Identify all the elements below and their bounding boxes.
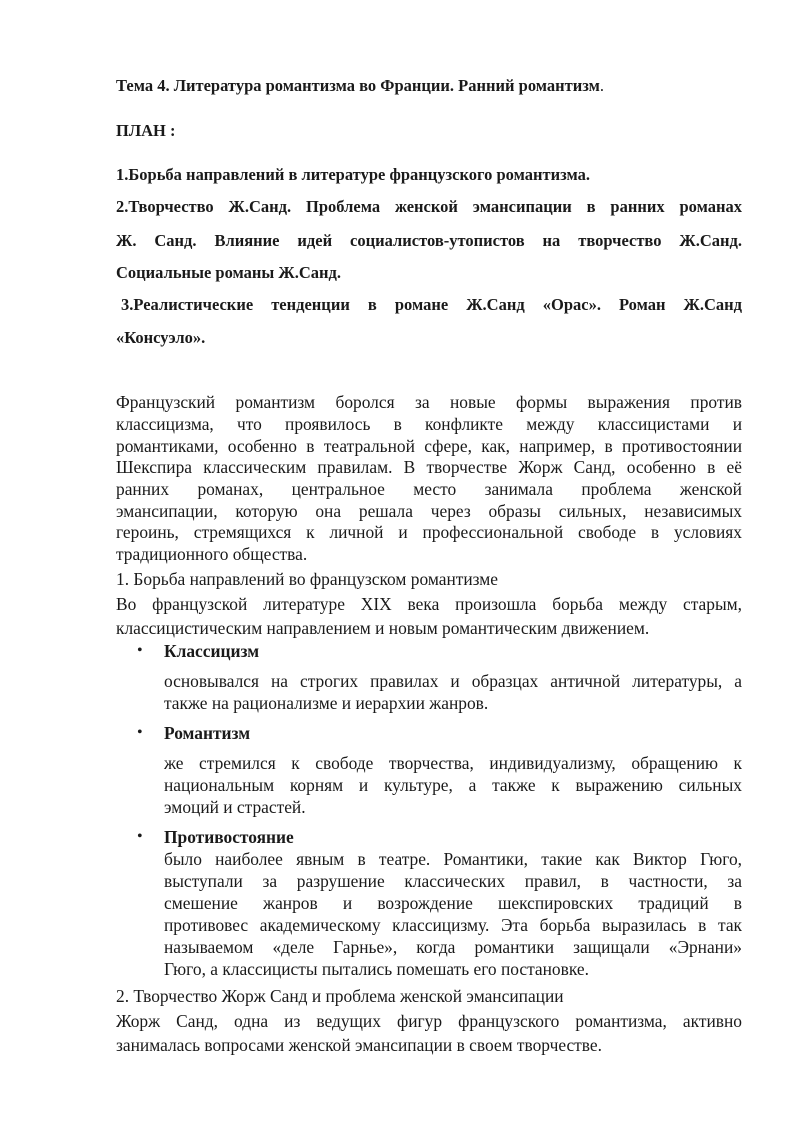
bullet-dot-3: • bbox=[137, 828, 143, 845]
intro-line-2: классицизма, что проявилось в конфликте между классицистами и bbox=[116, 414, 742, 434]
bullet-3-line-6: Гюго, а классицисты пытались помешать его постановке. bbox=[164, 959, 589, 979]
bullet-2-line-2: национальным корням и культуре, а также к выражению сильных bbox=[164, 775, 742, 795]
bullet-1-line-2: также на рационализме и иерархии жанров. bbox=[164, 693, 489, 713]
plan-item-2-line-3: Социальные романы Ж.Санд. bbox=[116, 263, 341, 282]
bullet-1-line-1: основывался на строгих правилах и образцах античной литературы, а bbox=[164, 671, 742, 691]
bullet-3-line-1: было наиболее явным в театре. Романтики, такие как Виктор Гюго, bbox=[164, 849, 742, 869]
section-1-line-1: Во французской литературе XIX века произошла борьба между старым, bbox=[116, 594, 742, 614]
bullet-1-term: Классицизм bbox=[164, 641, 260, 661]
topic-title-dot: . bbox=[599, 76, 605, 95]
bullet-3-term: Противостояние bbox=[164, 827, 294, 847]
plan-item-2-line-2: Ж. Санд. Влияние идей социалистов-утопистов на творчество Ж.Санд. bbox=[116, 231, 742, 250]
section-2-heading: 2. Творчество Жорж Санд и проблема женской эмансипации bbox=[116, 986, 564, 1006]
topic-title bbox=[116, 76, 604, 96]
plan-item-3-line-2: «Консуэло». bbox=[116, 328, 206, 347]
intro-line-1: Французский романтизм боролся за новые формы выражения против bbox=[116, 392, 742, 412]
bullet-dot-2: • bbox=[137, 724, 143, 741]
bullet-2-term: Романтизм bbox=[164, 723, 251, 743]
bullet-2-line-3: эмоций и страстей. bbox=[164, 797, 306, 817]
plan-item-1: 1.Борьба направлений в литературе французского романтизма. bbox=[116, 165, 591, 184]
bullet-2-line-1: же стремился к свободе творчества, индивидуализму, обращению к bbox=[164, 753, 742, 773]
bullet-dot-1: • bbox=[137, 642, 143, 659]
bullet-3-line-2: выступали за разрушение классических правил, в частности, за bbox=[164, 871, 742, 891]
plan-item-2-line-1: 2.Творчество Ж.Санд. Проблема женской эмансипации в ранних романах bbox=[116, 197, 742, 216]
intro-line-6: эмансипации, которую она решала через образы сильных, независимых bbox=[116, 501, 742, 521]
bullet-3-line-5: называемом «деле Гарнье», когда романтики защищали «Эрнани» bbox=[164, 937, 742, 957]
section-2-line-2: занималась вопросами женской эмансипации в своем творчестве. bbox=[116, 1035, 602, 1055]
topic-title-text: Тема 4. Литература романтизма во Франции. Ранний романтизм bbox=[116, 76, 600, 95]
intro-line-5: ранних романах, центральное место занимала проблема женской bbox=[116, 479, 742, 499]
intro-line-3: романтиками, особенно в театральной сфере, как, например, в противостоянии bbox=[116, 436, 742, 456]
intro-line-8: традиционного общества. bbox=[116, 544, 308, 564]
section-1-line-2: классицистическим направлением и новым романтическим движением. bbox=[116, 618, 650, 638]
bullet-3-line-3: смешение жанров и возрождение шекспировских традиций в bbox=[164, 893, 742, 913]
plan-item-3-line-1: 3.Реалистические тенденции в романе Ж.Санд «Орас». Роман Ж.Санд bbox=[121, 295, 742, 314]
intro-line-7: героинь, стремящихся к личной и профессиональной свободе в условиях bbox=[116, 522, 742, 542]
section-2-line-1: Жорж Санд, одна из ведущих фигур французского романтизма, активно bbox=[116, 1011, 742, 1031]
section-1-heading: 1. Борьба направлений во французском романтизме bbox=[116, 569, 498, 589]
bullet-3-line-4: противовес академическому классицизму. Эта борьба выразилась в так bbox=[164, 915, 742, 935]
intro-line-4: Шекспира классическим правилам. В творчестве Жорж Санд, особенно в её bbox=[116, 457, 742, 477]
plan-heading: ПЛАН : bbox=[116, 121, 176, 140]
